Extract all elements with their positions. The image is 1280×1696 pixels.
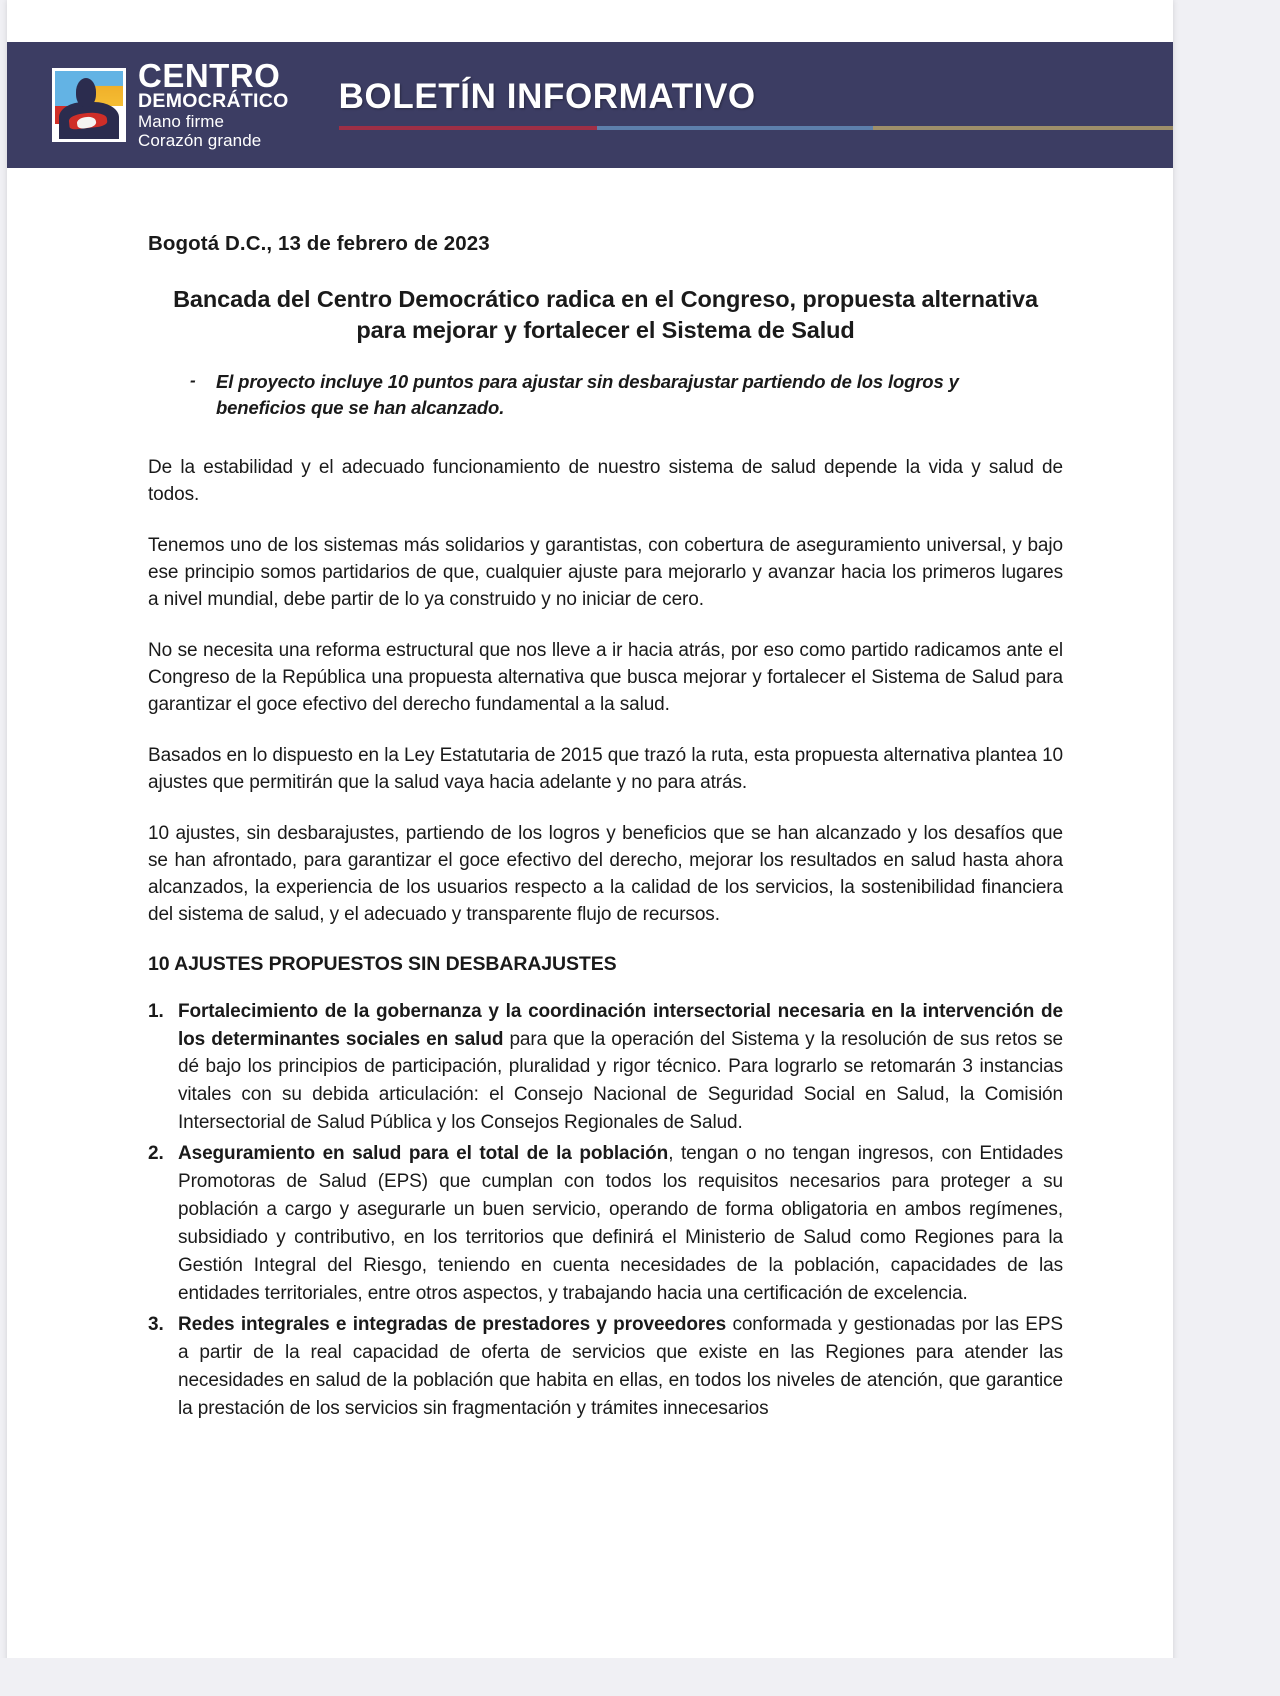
body-paragraph-4: Basados en lo dispuesto en la Ley Estatutaria de 2015 que trazó la ruta, esta propuesta alternativa plantea 10 ajustes que permitirán que la salud vaya hacia adelante y no para atrás. [148,744,1063,793]
page-bottom-fade [0,1658,1280,1696]
page-title: Bancada del Centro Democrático radica en el Congreso, propuesta alternativa para mejorar y fortalecer el Sistema de Salud [173,286,1038,344]
list-item [148,1140,1063,1308]
logo-name-line2: DEMOCRÁTICO [138,90,289,113]
list-item-number: 1. [148,1000,164,1022]
list-item-rest: conformada y gestionadas por las EPS a partir de la real capacidad de oferta de servicios que existe en las Regiones para atender las necesidades en salud de la población que habita en ellas, en todos los niveles de atención, que garantice la prestación de los servicios sin fragmentación y trámites innecesarios [178,1313,1063,1419]
adjustments-list [148,998,1063,1423]
tricolor-segment-blue [597,126,873,130]
centro-democratico-logo-icon [52,68,126,142]
document-body [148,232,1063,1425]
logo-figure-head [76,78,96,107]
logo-name-line1: CENTRO [138,57,281,95]
list-item [148,1311,1063,1423]
list-item-rest: para que la operación del Sistema y la resolución de sus retos se dé bajo los principios de participación, pluralidad y rigor técnico. Para lograrlo se retomarán 3 instancias vitales con su debida articulación: el Consejo Nacional de Seguridad Social en Salud, la Comisión Intersectorial de Salud Pública y los Consejos Regionales de Salud. [178,1028,1063,1134]
party-logo-block [52,57,289,150]
party-logo-wordmark [138,57,289,150]
lede-bullet [190,369,1050,422]
list-item-number: 2. [148,1143,164,1165]
list-item-bold-lead: Redes integrales e integradas de prestadores y proveedores [178,1313,727,1335]
tricolor-segment-gold [873,126,1173,130]
body-paragraph-5: 10 ajustes, sin desbarajustes, partiendo de los logros y beneficios que se han alcanzado y los desafíos que se han afrontado, para garantizar el goce efectivo del derecho, mejorar los resultados en salud hasta ahora alcanzados, la experiencia de los usuarios respecto a la calidad de los servicios, la sostenibilidad financiera del sistema de salud, y el adecuado y transparente flujo de recursos. [148,822,1063,925]
bulletin-banner-title: BOLETÍN INFORMATIVO [338,76,756,116]
body-paragraph-2: Tenemos uno de los sistemas más solidarios y garantistas, con cobertura de aseguramiento universal, y bajo ese principio somos partidarios de que, cualquier ajuste para mejorarlo y avanzar hacia los primeros lugares a nivel mundial, debe partir de lo ya construido y no iniciar de cero. [148,534,1063,610]
list-item-bold-lead: Fortalecimiento de la gobernanza y la coordinación intersectorial necesaria en la intervención de los determinantes sociales en salud [178,1000,1063,1050]
bulletin-header-band [7,42,1173,168]
logo-tagline-line1: Mano firme [138,111,225,131]
section-heading: 10 AJUSTES PROPUESTOS SIN DESBARAJUSTES [148,952,617,975]
lede-dash-marker: - [190,370,196,390]
list-item-bold-lead: Aseguramiento en salud para el total de la población [178,1143,669,1165]
body-paragraph-1: De la estabilidad y el adecuado funcionamiento de nuestro sistema de salud depende la vida y salud de todos. [148,457,1063,505]
list-item [148,998,1063,1138]
lede-text: El proyecto incluye 10 puntos para ajustar sin desbarajustar partiendo de los logros y beneficios que se han alcanzado. [216,370,959,418]
tricolor-segment-red [339,126,598,130]
bulletin-banner [339,77,1173,130]
dateline: Bogotá D.C., 13 de febrero de 2023 [148,232,490,255]
body-paragraph-3: No se necesita una reforma estructural que nos lleve a ir hacia atrás, por eso como partido radicamos ante el Congreso de la República una propuesta alternativa que busca mejorar y fortalecer el Sistema de Salud para garantizar el goce efectivo del derecho fundamental a la salud. [148,639,1063,715]
logo-tagline-line2: Corazón grande [138,130,262,150]
tricolor-rule [339,126,1173,130]
list-item-number: 3. [148,1313,164,1335]
list-item-rest: , tengan o no tengan ingresos, con Entidades Promotoras de Salud (EPS) que cumplan con todos los requisitos necesarios para proteger a su población a cargo y asegurarle un buen servicio, operando de forma obligatoria en ambos regímenes, subsidiado y contributivo, en los territorios que definirá el Ministerio de Salud como Regiones para la Gestión Integral del Riesgo, teniendo en cuenta necesidades de la población, capacidades de las entidades territoriales, entre otros aspectos, y trabajando hacia una certificación de excelencia. [178,1143,1063,1304]
